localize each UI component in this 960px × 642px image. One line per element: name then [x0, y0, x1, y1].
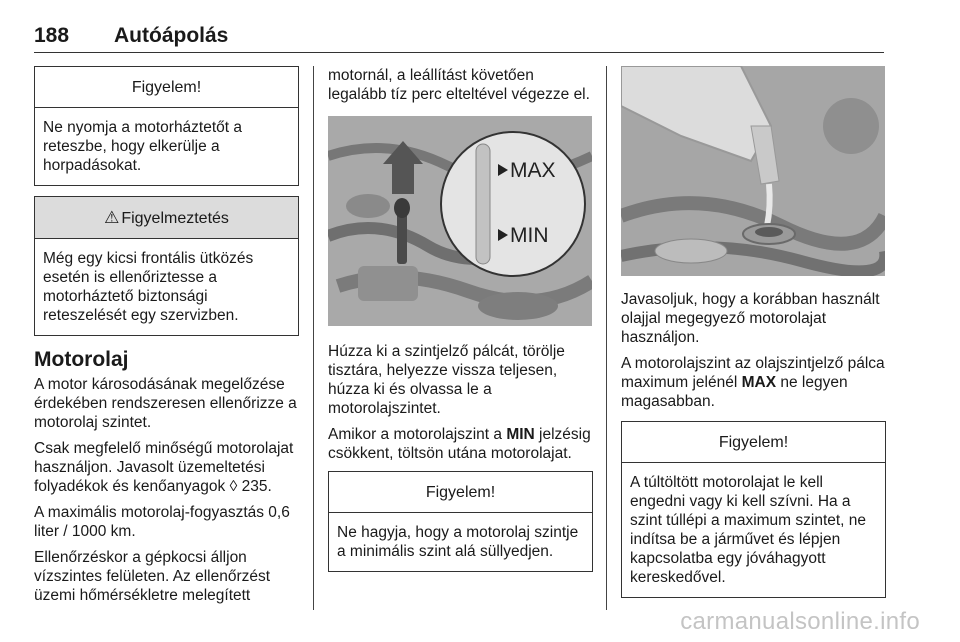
oil-filling-svg — [621, 66, 885, 276]
paragraph: Javasoljuk, hogy a korábban használt olajjal megegyező motorolajat használjon. — [621, 291, 880, 346]
paragraph-text: ne legyen magasabban. — [621, 374, 848, 410]
warning-header — [35, 197, 298, 239]
paragraph-text: . — [267, 478, 272, 495]
notice-box — [328, 471, 593, 572]
warning-title: Figyelmeztetés — [121, 210, 229, 227]
paragraph — [621, 354, 886, 411]
notice-box — [34, 66, 299, 186]
dipstick-svg — [328, 116, 592, 326]
paragraph-text: jelzésig csökkent, töltsön utána motorolajat. — [328, 426, 591, 462]
notice-title: Figyelem! — [329, 472, 592, 513]
warning-box — [34, 196, 299, 336]
paragraph-text: A motorolajszint az olajszintjelző pálca maximum jelénél — [621, 355, 885, 391]
column-divider — [606, 66, 607, 610]
paragraph: A motor károsodásának megelőzése érdekében rendszeresen ellenőrizze a motorolaj szintet. — [34, 376, 297, 431]
notice-box — [621, 421, 886, 598]
page-ref-arrow-icon: ◊ — [229, 478, 238, 495]
watermark: carmanualsonline.info — [680, 608, 920, 635]
min-label: MIN — [510, 224, 549, 247]
column-1 — [34, 66, 299, 612]
notice-body: A túltöltött motorolajat le kell engedni vagy ki kell szívni. Ha a szint túllépi a maximum szintet, ne indítsa be a járművet és lépjen kapcsolatba egy jóváhagyott kereskedővel. — [630, 474, 867, 586]
min-term: MIN — [506, 426, 535, 443]
column-2 — [328, 66, 593, 582]
notice-body: Ne nyomja a motorháztetőt a reteszbe, hogy elkerülje a horpadásokat. — [43, 119, 243, 174]
paragraph: motornál, a leállítást követően legalább tíz perc elteltével végezze el. — [328, 67, 590, 103]
column-divider — [313, 66, 314, 610]
paragraph-text: Amikor a motorolajszint a — [328, 426, 507, 443]
section-title: Motorolaj — [34, 348, 129, 371]
notice-title: Figyelem! — [622, 422, 885, 463]
paragraph: Ellenőrzéskor a gépkocsi álljon vízszintes felületen. Az ellenőrzést üzemi hőmérsékletre melegített — [34, 549, 271, 604]
notice-body: Ne hagyja, hogy a motorolaj szintje a minimális szint alá süllyedjen. — [337, 524, 579, 560]
dipstick-illustration — [328, 116, 592, 326]
warning-body: Még egy kicsi frontális ütközés esetén is ellenőriztesse a motorháztető biztonsági reteszelését egy szervizben. — [43, 250, 254, 324]
page-header — [34, 22, 884, 53]
page-reference-link[interactable]: 235 — [241, 478, 268, 495]
notice-title: Figyelem! — [35, 67, 298, 108]
page-number: 188 — [34, 24, 70, 47]
paragraph: A maximális motorolaj-fogyasztás 0,6 liter / 1000 km. — [34, 504, 290, 540]
max-term: MAX — [741, 374, 777, 391]
oil-filling-illustration — [621, 66, 885, 276]
paragraph: Húzza ki a szintjelző pálcát, törölje tisztára, helyezze vissza teljesen, húzza ki és olvassa le a motorolajszintet. — [328, 343, 565, 417]
column-3 — [621, 66, 886, 608]
max-label: MAX — [510, 159, 556, 182]
paragraph — [34, 439, 299, 496]
paragraph — [328, 425, 593, 463]
paragraph-text: Csak megfelelő minőségű motorolajat használjon. Javasolt üzemeltetési folyadékok és kenőanyagok — [34, 440, 294, 495]
chapter-title: Autóápolás — [114, 24, 229, 47]
warning-triangle-icon: ⚠ — [104, 208, 120, 227]
